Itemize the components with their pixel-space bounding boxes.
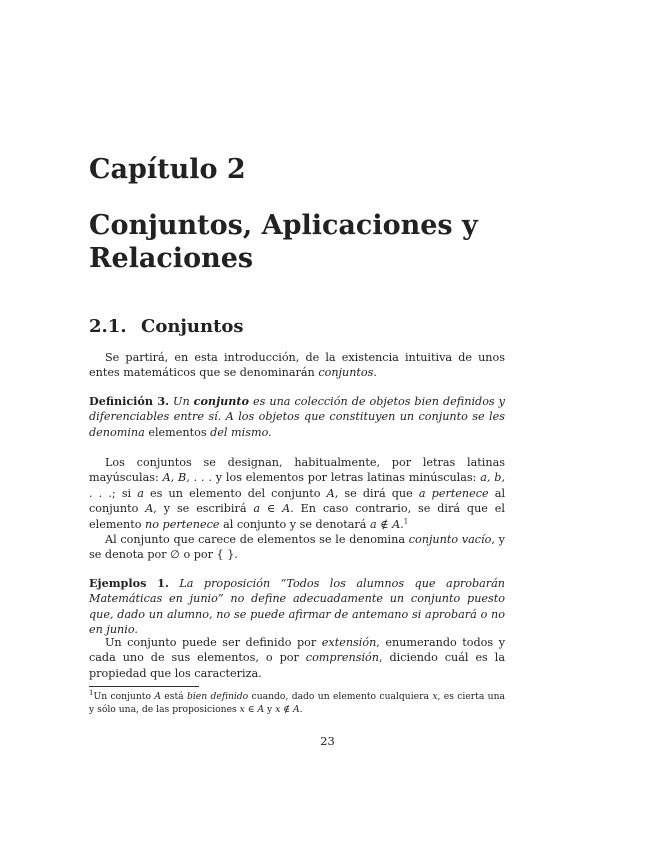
empty-set-text-b: , y se denota por ∅ o por { }. — [89, 533, 505, 562]
emphasis-extension: extensión — [321, 636, 377, 649]
math-A: A — [326, 486, 335, 500]
definition-text-2: es una colección de objetos bien definidos y diferenciables entre sí. A los objetos que constituyen un conjunto se les denomina — [89, 395, 505, 439]
footnote-text-f: . — [299, 704, 303, 715]
extension-text-c: , diciendo cuál es la propiedad que los caracteriza. — [89, 651, 505, 680]
footnote-emphasis: bien definido — [186, 691, 249, 702]
emphasis-no-pertenece: no pertenece — [145, 517, 220, 531]
footnote-text-a: Un conjunto — [93, 691, 155, 702]
definition-term: conjunto — [193, 394, 250, 408]
extension-text-b: , enumerando todos y cada uno de sus elementos, o por — [89, 636, 506, 665]
footnote-text-c: cuando, dado un elemento cualquiera — [248, 691, 433, 702]
designation-text-j: . — [400, 517, 404, 531]
definition-block — [89, 394, 505, 440]
designation-text-a: Los conjuntos se designan, habitualmente, por letras latinas mayúsculas: — [89, 456, 505, 485]
empty-set-paragraph — [89, 532, 505, 563]
section-heading — [89, 316, 244, 337]
designation-text-f: al conjunto — [89, 486, 506, 516]
footnote-marker: 1 — [403, 516, 409, 525]
math-not-member: a ∉ A — [370, 517, 401, 531]
intro-end: . — [373, 366, 377, 380]
designation-paragraph — [89, 455, 505, 532]
designation-text-g: , y se escribirá — [153, 502, 254, 516]
footnote-math-not-member: x ∉ A — [275, 704, 300, 715]
designation-text-i: al conjunto y se denotará — [219, 517, 371, 531]
footnote — [89, 690, 505, 716]
definition-text-1: Un — [173, 395, 194, 408]
definition-label: Definición 3. — [89, 394, 170, 408]
footnote-text-b: está — [160, 691, 187, 702]
designation-text-e: , se dirá que — [334, 486, 419, 500]
math-member: a ∈ A — [253, 502, 291, 516]
empty-set-emphasis: conjunto vacío — [408, 533, 492, 546]
designation-text-h: . En caso contrario, se dirá que el elemento — [89, 502, 505, 531]
empty-set-text-a: Al conjunto que carece de elementos se le denomina — [105, 533, 409, 546]
intro-text: Se partirá, en esta introducción, de la existencia intuitiva de unos entes matemáticos que se denominarán — [89, 351, 505, 380]
footnote-math-x: x — [432, 691, 438, 702]
footnote-text-e: y — [264, 704, 276, 715]
section-title: Conjuntos — [141, 316, 244, 337]
designation-text-c: ; si — [111, 486, 138, 500]
emphasis-pertenece: a pertenece — [418, 486, 489, 500]
intro-emphasis: conjuntos — [318, 366, 374, 380]
footnote-text-d: , es cierta una y sólo una, de las proposiciones — [89, 691, 505, 715]
intro-paragraph — [89, 350, 505, 381]
definition-text-4: del mismo. — [206, 425, 272, 439]
chapter-title: Conjuntos, Aplicaciones y Relaciones — [89, 210, 478, 274]
definition-text-3: elementos — [148, 425, 207, 439]
footnote-math-member: x ∈ A — [239, 704, 265, 715]
example-block — [89, 576, 505, 638]
chapter-label: Capítulo 2 — [89, 154, 246, 185]
math-a: a — [137, 486, 144, 500]
example-text: La proposición “Todos los alumnos que aprobarán Matemáticas en junio” no define adecuadamente un conjunto puesto que, dado un alumno, no se puede afirmar de antemano si aprobará o no en junio. — [89, 577, 505, 637]
footnote-math-A: A — [154, 691, 161, 702]
designation-text-b: y los elementos por letras latinas minúsculas: — [211, 471, 481, 485]
page-number: 23 — [320, 734, 335, 748]
footnote-number: 1 — [89, 688, 94, 697]
math-lowercase: a, b, . . . — [89, 471, 506, 500]
math-A-2: A — [145, 502, 154, 516]
emphasis-comprension: comprensión — [305, 651, 380, 665]
extension-text-a: Un conjunto puede ser definido por — [105, 636, 322, 649]
footnote-rule — [89, 686, 199, 687]
designation-text-d: es un elemento del conjunto — [143, 486, 327, 500]
extension-paragraph — [89, 635, 505, 681]
section-number: 2.1. — [89, 316, 127, 337]
math-uppercase: A, B, . . . — [162, 471, 212, 485]
example-label: Ejemplos 1. — [89, 576, 169, 590]
